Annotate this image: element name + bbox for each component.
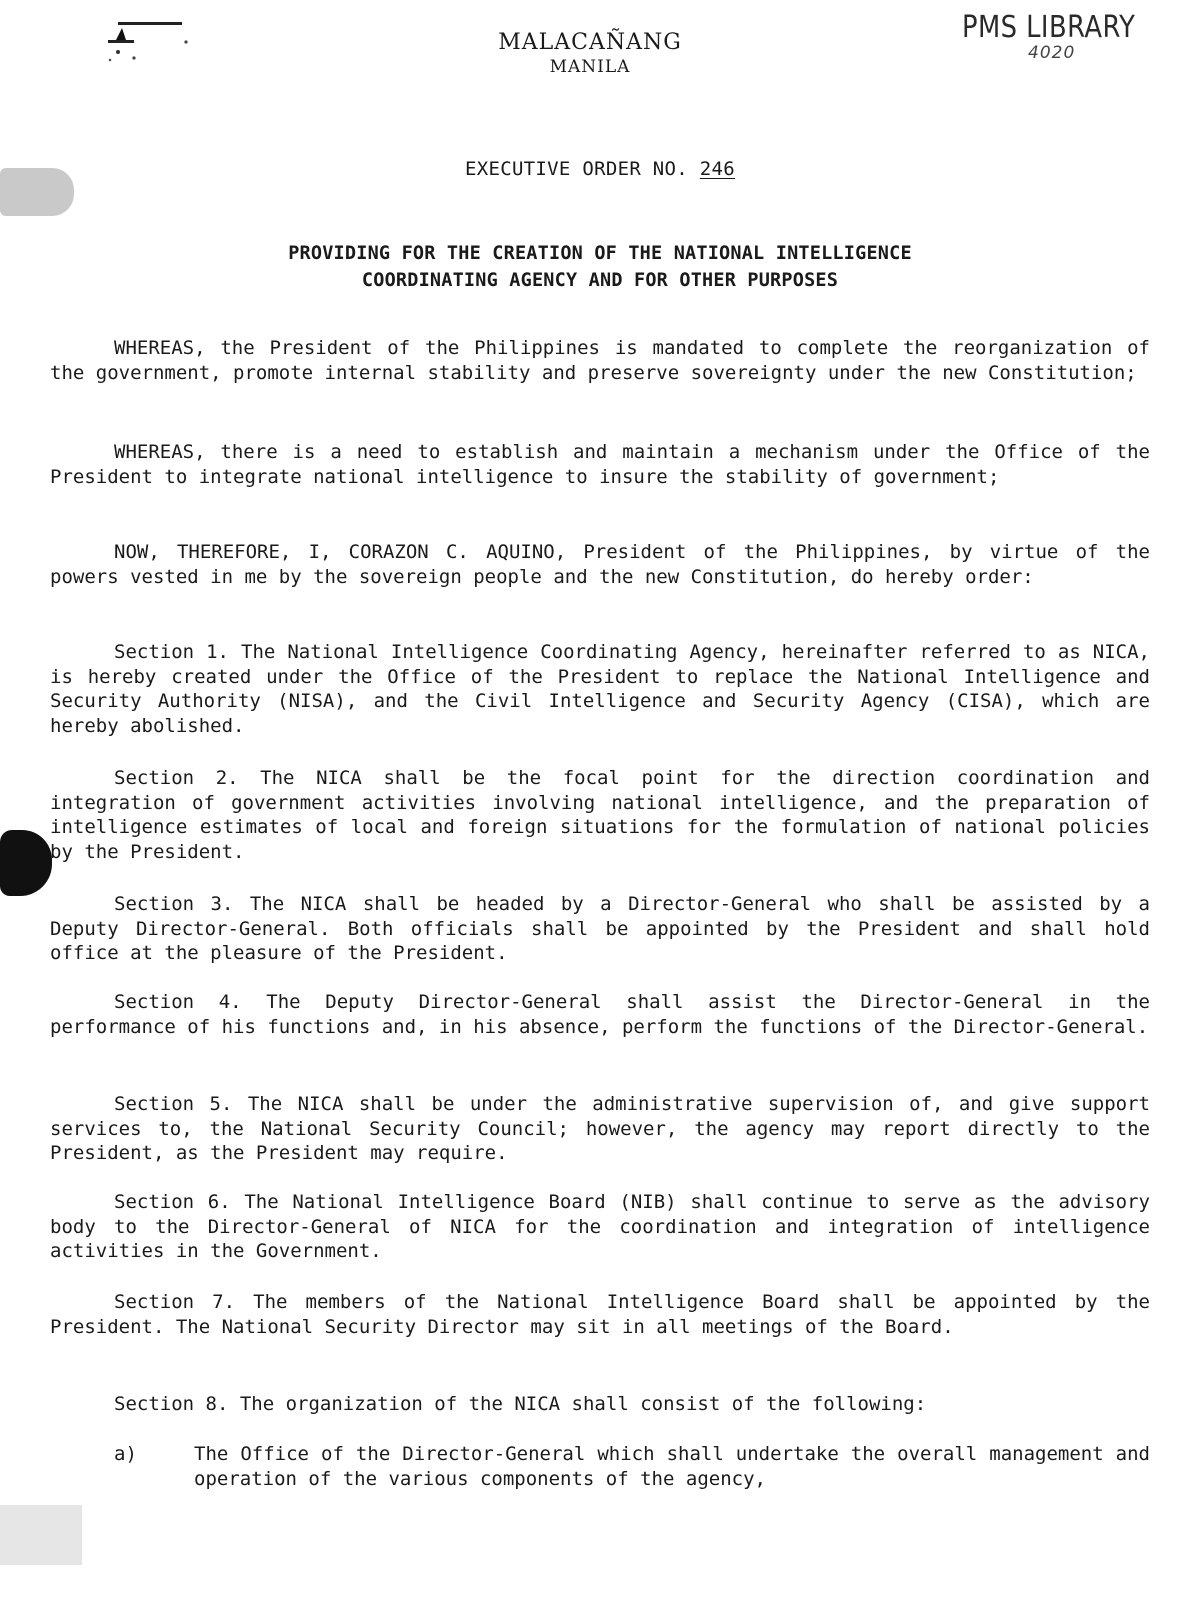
whereas-clause-2: WHEREAS, there is a need to establish and maintain a mechanism under the Office of the President to integrate national intelligence to insure the stability of government; — [50, 441, 1150, 488]
list-item-text: The Office of the Director-General which shall undertake the overall management and operation of the various components of the agency, — [194, 1443, 1150, 1490]
office-name: MALACAÑANG — [498, 30, 682, 55]
library-stamp — [962, 12, 1182, 62]
section-8: Section 8. The organization of the NICA shall consist of the following: — [114, 1393, 927, 1415]
order-subtitle — [0, 240, 1200, 294]
whereas-clause-1: WHEREAS, the President of the Philippines is mandated to complete the reorganization of the government, promote internal stability and preserve sovereignty under the new Constitution; — [50, 337, 1150, 384]
order-title — [0, 158, 1200, 180]
now-therefore-clause: NOW, THEREFORE, I, CORAZON C. AQUINO, President of the Philippines, by virtue of the powers vested in me by the sovereign people and the new Constitution, do hereby order: — [50, 541, 1150, 588]
section-2: Section 2. The NICA shall be the focal point for the direction coordination and integration of government activities involving national intelligence, and the preparation of intelligence estimates of local and foreign situations for the formulation of national policies by the President. — [50, 767, 1150, 863]
stamp-mark: 4020 — [1028, 43, 1076, 63]
section-6: Section 6. The National Intelligence Board (NIB) shall continue to serve as the advisory body to the Director-General of NICA for the coordination and integration of intelligence activities in the Government. — [50, 1191, 1150, 1262]
section-5: Section 5. The NICA shall be under the administrative supervision of, and give support services to, the National Security Council; however, the agency may report directly to the President, as the President may require. — [50, 1093, 1150, 1164]
list-item-marker: a) — [114, 1443, 137, 1465]
subtitle-line-1: PROVIDING FOR THE CREATION OF THE NATIONAL INTELLIGENCE — [288, 243, 912, 264]
section-4: Section 4. The Deputy Director-General shall assist the Director-General in the performance of his functions and, in his absence, perform the functions of the Director-General. — [50, 991, 1150, 1038]
letterhead — [400, 30, 780, 78]
order-number: 246 — [699, 158, 735, 180]
subtitle-line-2: COORDINATING AGENCY AND FOR OTHER PURPOSES — [361, 270, 839, 291]
ink-blot — [0, 830, 52, 896]
section-1: Section 1. The National Intelligence Coordinating Agency, hereinafter referred to as NICA, is hereby created under the Office of the President to replace the National Intelligence and Security Authority (NISA), and the Civil Intelligence and Security Agency (CISA), which are hereby abolished. — [50, 641, 1150, 737]
section-3: Section 3. The NICA shall be headed by a Director-General who shall be assisted by a Deputy Director-General. Both officials shall be appointed by the President and shall hold office at the pleasure of the President. — [50, 893, 1150, 964]
section-7: Section 7. The members of the National Intelligence Board shall be appointed by the President. The National Security Director may sit in all meetings of the Board. — [50, 1291, 1150, 1338]
seal-emblem-icon — [104, 18, 196, 70]
office-city: MANILA — [549, 57, 631, 77]
scan-artifact — [0, 1505, 82, 1565]
order-title-prefix: EXECUTIVE ORDER NO. — [464, 158, 689, 180]
stamp-title: PMS LIBRARY — [962, 10, 1136, 45]
